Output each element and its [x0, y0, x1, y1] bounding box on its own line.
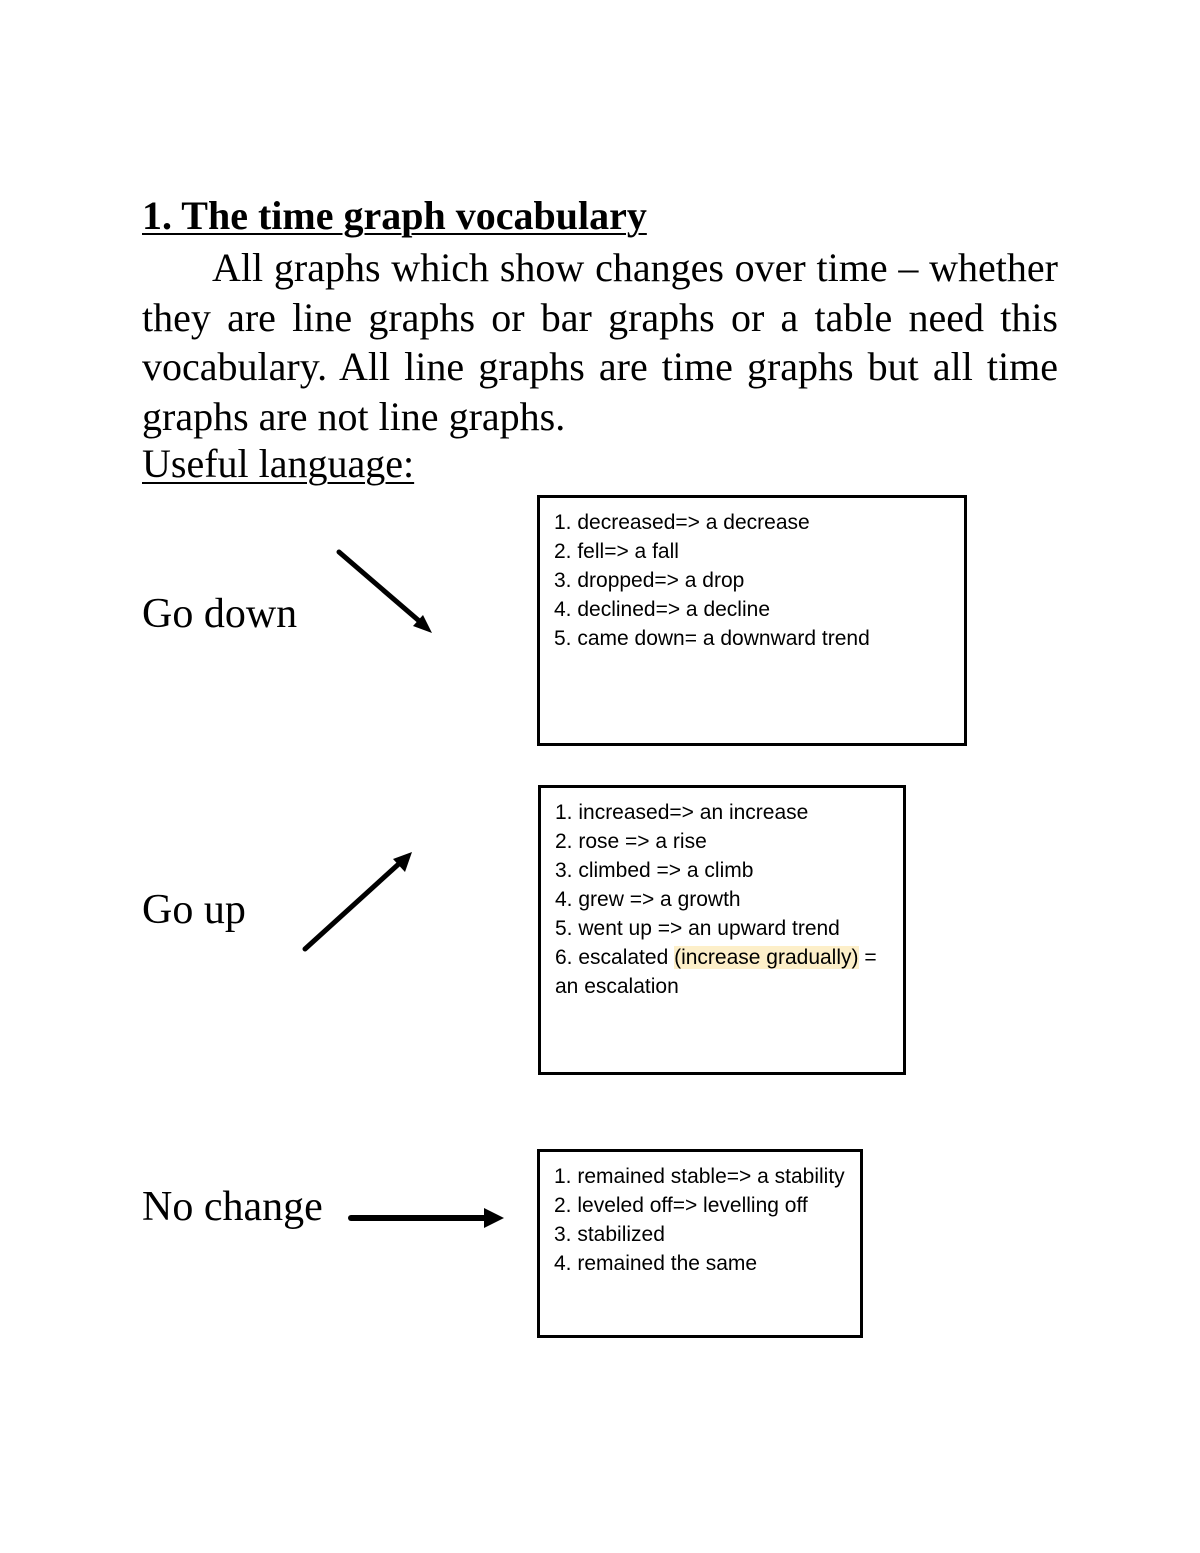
item-text: = an escalation [555, 946, 877, 998]
list-item: 3. stabilized [554, 1223, 665, 1246]
list-item: 4. remained the same [554, 1252, 758, 1275]
list-item: 4. grew => a growth [555, 888, 741, 911]
arrow-up-right-icon [296, 845, 421, 957]
item-text: 6. escalated [555, 946, 675, 969]
list-item: 3. dropped=> a drop [554, 569, 745, 592]
no-change-vocab-box [537, 1149, 863, 1338]
list-item: 3. climbed => a climb [555, 859, 754, 882]
go-up-vocab-box [538, 785, 906, 1075]
go-down-label: Go down [142, 591, 298, 637]
no-change-vocab-list [554, 1162, 846, 1278]
list-item [555, 943, 889, 1001]
intro-text: All graphs which show changes over time – whether they are line graphs or bar graphs or a table need this vocabulary. All line graphs are time graphs but all time graphs are not line graphs. [142, 245, 1058, 439]
section-heading: 1. The time graph vocabulary [142, 193, 647, 238]
list-item: 2. fell=> a fall [554, 540, 679, 563]
list-item: 1. remained stable=> a stability [554, 1165, 845, 1188]
useful-language-label: Useful language: [142, 441, 415, 486]
go-up-label: Go up [142, 887, 246, 933]
go-down-vocab-box [537, 495, 967, 746]
list-item: 1. increased=> an increase [555, 801, 809, 824]
go-up-vocab-list [555, 798, 889, 1001]
list-item: 1. decreased=> a decrease [554, 511, 810, 534]
intro-paragraph [142, 243, 1058, 441]
list-item: 5. came down= a downward trend [554, 627, 870, 650]
arrow-down-right-icon [330, 545, 440, 640]
highlighted-text: (increase gradually) [674, 946, 859, 969]
no-change-label: No change [142, 1184, 323, 1230]
list-item: 4. declined=> a decline [554, 598, 770, 621]
list-item: 2. rose => a rise [555, 830, 707, 853]
go-down-vocab-list [554, 508, 950, 653]
arrow-right-icon [348, 1204, 508, 1232]
list-item: 2. leveled off=> levelling off [554, 1194, 808, 1217]
list-item: 5. went up => an upward trend [555, 917, 840, 940]
